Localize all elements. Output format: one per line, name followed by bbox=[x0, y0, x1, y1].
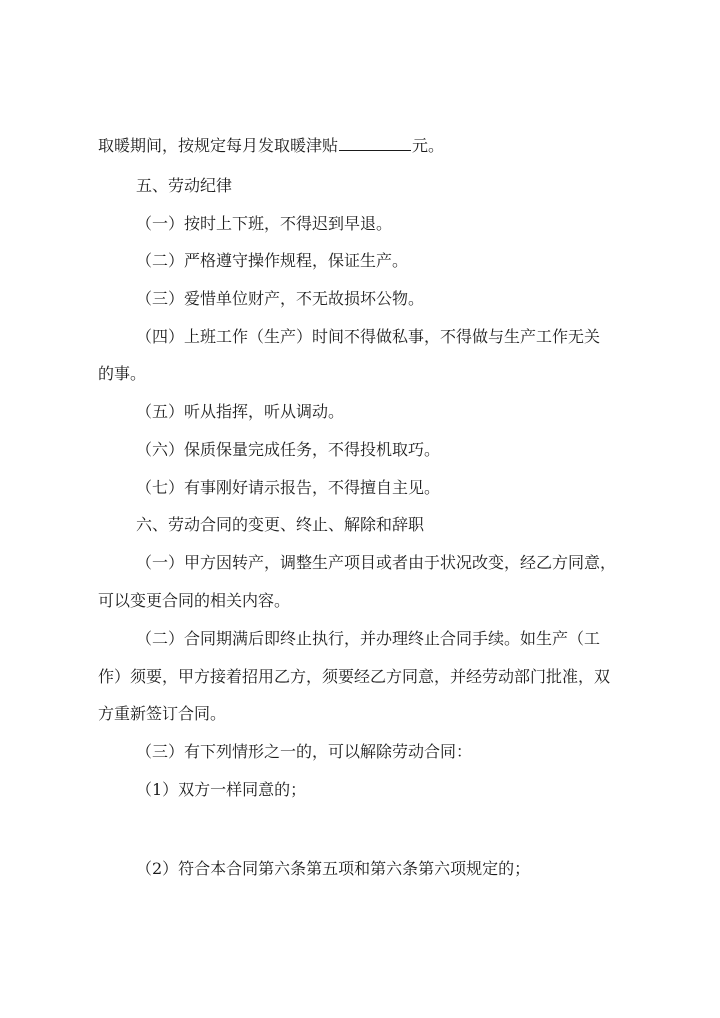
paragraph-line: 可以变更合同的相关内容。 bbox=[98, 591, 291, 610]
section-heading: 五、劳动纪律 bbox=[136, 176, 233, 195]
paragraph-line: （二）严格遵守操作规程，保证生产。 bbox=[136, 251, 409, 270]
paragraph-line: （四）上班工作（生产）时间不得做私事，不得做与生产工作无关 bbox=[136, 327, 601, 346]
line-text: 元。 bbox=[412, 136, 445, 155]
list-item: （2）符合本合同第六条第五项和第六条第六项规定的； bbox=[136, 859, 531, 878]
paragraph-line: 的事。 bbox=[98, 364, 147, 383]
paragraph-line: （三）有下列情形之一的，可以解除劳动合同： bbox=[136, 742, 473, 761]
list-item: （1）双方一样同意的； bbox=[136, 780, 307, 799]
paragraph-line: （一）甲方因转产，调整生产项目或者由于状况改变，经乙方同意， bbox=[136, 553, 617, 572]
paragraph-line: 作）须要，甲方接着招用乙方，须要经乙方同意，并经劳动部门批准，双 bbox=[98, 667, 611, 686]
paragraph-line: （三）爱惜单位财产，不无故损坏公物。 bbox=[136, 289, 425, 308]
paragraph-line: （五）听从指挥，听从调动。 bbox=[136, 402, 345, 421]
line-text: 取暖期间，按规定每月发取暖津贴 bbox=[98, 136, 339, 155]
section-heading: 六、劳动合同的变更、终止、解除和辞职 bbox=[136, 515, 425, 534]
fill-in-blank bbox=[339, 136, 411, 151]
paragraph-line: （一）按时上下班，不得迟到早退。 bbox=[136, 214, 393, 233]
paragraph-line: （二）合同期满后即终止执行，并办理终止合同手续。如生产（工 bbox=[136, 629, 601, 648]
paragraph-line: （七）有事刚好请示报告，不得擅自主见。 bbox=[136, 478, 441, 497]
paragraph-line: （六）保质保量完成任务，不得投机取巧。 bbox=[136, 440, 441, 459]
paragraph-line: 方重新签订合同。 bbox=[98, 704, 227, 723]
paragraph-line bbox=[98, 135, 638, 157]
